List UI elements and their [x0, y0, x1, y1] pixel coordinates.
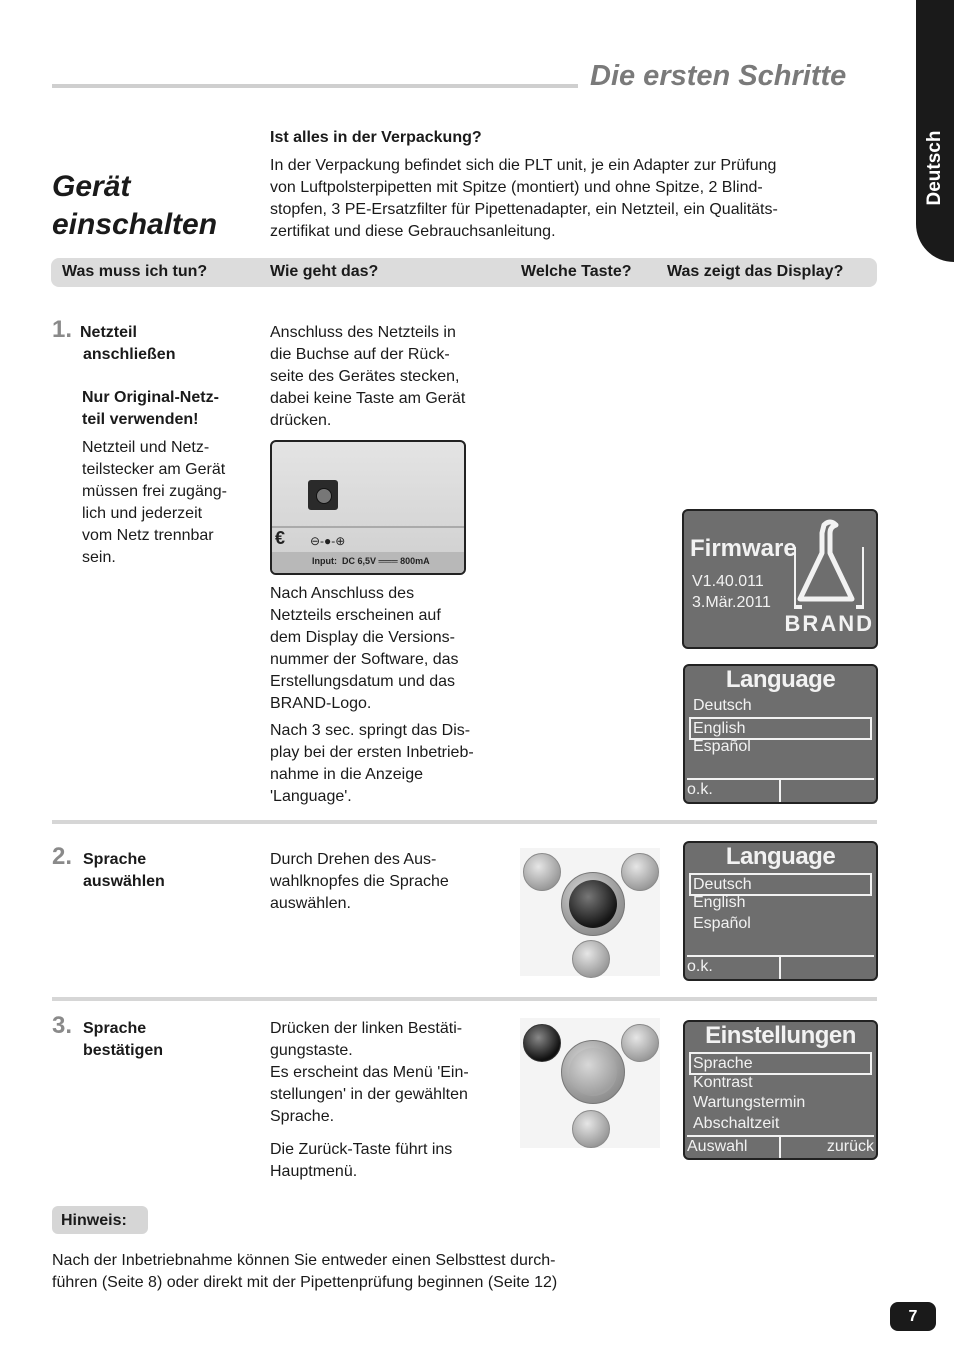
- text-line: Hauptmenü.: [270, 1163, 358, 1180]
- lower-key[interactable]: [572, 940, 610, 978]
- section-title: Die ersten Schritte: [590, 60, 847, 92]
- menu-item: Español: [693, 738, 751, 755]
- menu-item-selected: English: [689, 717, 872, 740]
- softkey-left: Auswahl: [687, 1138, 748, 1155]
- menu-item: English: [693, 894, 746, 911]
- side-tab-label: Deutsch: [924, 130, 945, 206]
- text-line: Durch Drehen des Aus-: [270, 851, 437, 868]
- softkey-right: zurück: [826, 1138, 874, 1155]
- softkey-divider: [779, 957, 781, 979]
- text-line: die Buchse auf der Rück-: [270, 346, 450, 363]
- flask-logo-icon: [794, 517, 864, 613]
- lower-key[interactable]: [572, 1110, 610, 1148]
- col-what: Was muss ich tun?: [62, 263, 208, 280]
- text-line: Die Zurück-Taste führt ins: [270, 1141, 453, 1158]
- text-line: BRAND-Logo.: [270, 695, 372, 712]
- text-line: nummer der Software, das: [270, 651, 459, 668]
- main-heading-line: Gerät: [52, 170, 131, 203]
- text-line: dabei keine Taste am Gerät: [270, 390, 466, 407]
- menu-item-selected: Sprache: [689, 1052, 872, 1075]
- lcd-language-screen: [683, 841, 878, 981]
- softkey-left: o.k.: [687, 781, 713, 798]
- menu-item-selected: Deutsch: [689, 873, 872, 896]
- text-line: teilstecker am Gerät: [82, 461, 226, 478]
- col-display: Was zeigt das Display?: [667, 263, 844, 280]
- text-line: Nur Original-Netz-: [82, 389, 219, 406]
- keypad-rotate: [520, 848, 660, 976]
- text-line: lich und jederzeit: [82, 505, 203, 522]
- text-line: gungstaste.: [270, 1042, 353, 1059]
- page-number: 7: [890, 1302, 936, 1331]
- text-line: 'Language'.: [270, 788, 352, 805]
- text-line: Netzteil und Netz-: [82, 439, 210, 456]
- text-line: Erstellungsdatum und das: [270, 673, 455, 690]
- text-line: Anschluss des Netzteils in: [270, 324, 456, 341]
- step1-display-info: [270, 583, 459, 715]
- firmware-info: [692, 571, 771, 613]
- col-key: Welche Taste?: [521, 263, 632, 280]
- dc-socket-icon: [308, 480, 338, 510]
- text-line: Es erscheint das Menü 'Ein-: [270, 1064, 469, 1081]
- package-heading: Ist alles in der Verpackung?: [270, 129, 482, 146]
- softkey-divider: [779, 1137, 781, 1158]
- step1-instructions: [270, 322, 465, 432]
- text-line: Netzteils erscheinen auf: [270, 607, 441, 624]
- lcd-title: Einstellungen: [705, 1022, 856, 1049]
- text-line: play bei der ersten Inbetrieb-: [270, 744, 474, 761]
- text-line: führen (Seite 8) oder direkt mit der Pipettenprüfung beginnen (Seite 12): [52, 1274, 558, 1291]
- step3-back-info: [270, 1139, 452, 1183]
- keypad-confirm: [520, 1018, 660, 1148]
- text-line: teil verwenden!: [82, 411, 199, 428]
- brand-logo: BRAND: [784, 611, 874, 636]
- lcd-language-screen: [683, 664, 878, 804]
- step1-language-info: [270, 720, 474, 808]
- step-title: [80, 322, 175, 366]
- selection-knob[interactable]: [561, 872, 625, 936]
- menu-item: Abschaltzeit: [693, 1115, 780, 1132]
- hint-text: [52, 1250, 557, 1294]
- text-line: Sprache: [83, 1020, 147, 1037]
- softkey-left: o.k.: [687, 958, 713, 975]
- text-line: Sprache.: [270, 1108, 335, 1125]
- hint-label: Hinweis:: [61, 1212, 127, 1229]
- menu-item: Kontrast: [693, 1074, 753, 1091]
- text-line: vom Netz trennbar: [82, 527, 214, 544]
- text-line: sein.: [82, 549, 116, 566]
- text-line: dem Display die Versions-: [270, 629, 455, 646]
- right-back-key[interactable]: [621, 1024, 659, 1062]
- text-line: Nach der Inbetriebnahme können Sie entweder einen Selbsttest durch-: [52, 1252, 556, 1269]
- main-heading: [52, 168, 217, 244]
- text-line: In der Verpackung befindet sich die PLT unit, je ein Adapter zur Prüfung: [270, 157, 777, 174]
- text-line: Drücken der linken Bestäti-: [270, 1020, 463, 1037]
- firmware-date: 3.Mär.2011: [692, 594, 771, 611]
- lcd-firmware-screen: [682, 509, 878, 649]
- selection-knob[interactable]: [561, 1040, 625, 1104]
- text-line: seite des Gerätes stecken,: [270, 368, 460, 385]
- step2-instructions: [270, 849, 449, 915]
- lcd-title: Language: [725, 666, 836, 693]
- text-line: drücken.: [270, 412, 332, 429]
- right-back-key[interactable]: [621, 853, 659, 891]
- lcd-title: Firmware: [690, 535, 797, 562]
- lcd-title: Language: [725, 843, 836, 870]
- text-line: bestätigen: [83, 1042, 164, 1059]
- step-number: 3.: [52, 1012, 73, 1039]
- step-separator: [52, 820, 877, 824]
- text-line: müssen frei zugäng-: [82, 483, 227, 500]
- text-line: von Luftpolsterpipetten mit Spitze (montiert) und ohne Spitze, 2 Blind-: [270, 179, 763, 196]
- step-number: 1.: [52, 316, 73, 343]
- text-line: Nach 3 sec. springt das Dis-: [270, 722, 471, 739]
- step3-instructions: [270, 1018, 469, 1128]
- warning-text: [82, 387, 219, 431]
- text-line: Netzteil: [80, 324, 137, 341]
- text-line: nahme in die Anzeige: [270, 766, 423, 783]
- header-rule: [52, 84, 578, 88]
- step-number: 2.: [52, 843, 73, 870]
- text-line: zertifikat und diese Gebrauchsanleitung.: [270, 223, 556, 240]
- menu-item: Español: [693, 915, 751, 932]
- softkey-divider: [779, 780, 781, 802]
- lcd-settings-screen: [683, 1020, 878, 1160]
- left-confirm-key[interactable]: [523, 853, 561, 891]
- text-line: auswählen: [83, 873, 165, 890]
- text-line: Sprache: [83, 851, 147, 868]
- text-line: wahlknopfes die Sprache: [270, 873, 449, 890]
- text-line: auswählen.: [270, 895, 351, 912]
- left-confirm-key[interactable]: [523, 1024, 561, 1062]
- step-title: [83, 1018, 163, 1062]
- text-line: Nach Anschluss des: [270, 585, 415, 602]
- firmware-version: V1.40.011: [692, 573, 764, 590]
- package-text: [270, 155, 778, 243]
- menu-item: Deutsch: [693, 697, 752, 714]
- note-text: [82, 437, 227, 569]
- text-line: stopfen, 3 PE-Ersatzfilter für Pipettenadapter, ein Netzteil, ein Qualitäts-: [270, 201, 778, 218]
- ce-mark-icon: €: [275, 528, 286, 548]
- menu-item: Wartungstermin: [693, 1094, 806, 1111]
- step-title: [83, 849, 165, 893]
- text-line: anschließen: [83, 346, 176, 363]
- main-heading-line: einschalten: [52, 208, 218, 241]
- language-side-tab: [916, 0, 954, 262]
- power-socket-photo: [270, 440, 466, 575]
- power-label: Input: DC 6,5V ═══ 800mA: [312, 556, 430, 566]
- step-separator: [52, 997, 877, 1001]
- col-how: Wie geht das?: [270, 263, 379, 280]
- text-line: stellungen' in der gewählten: [270, 1086, 468, 1103]
- polarity-icon: ⊖-●-⊕: [310, 534, 346, 548]
